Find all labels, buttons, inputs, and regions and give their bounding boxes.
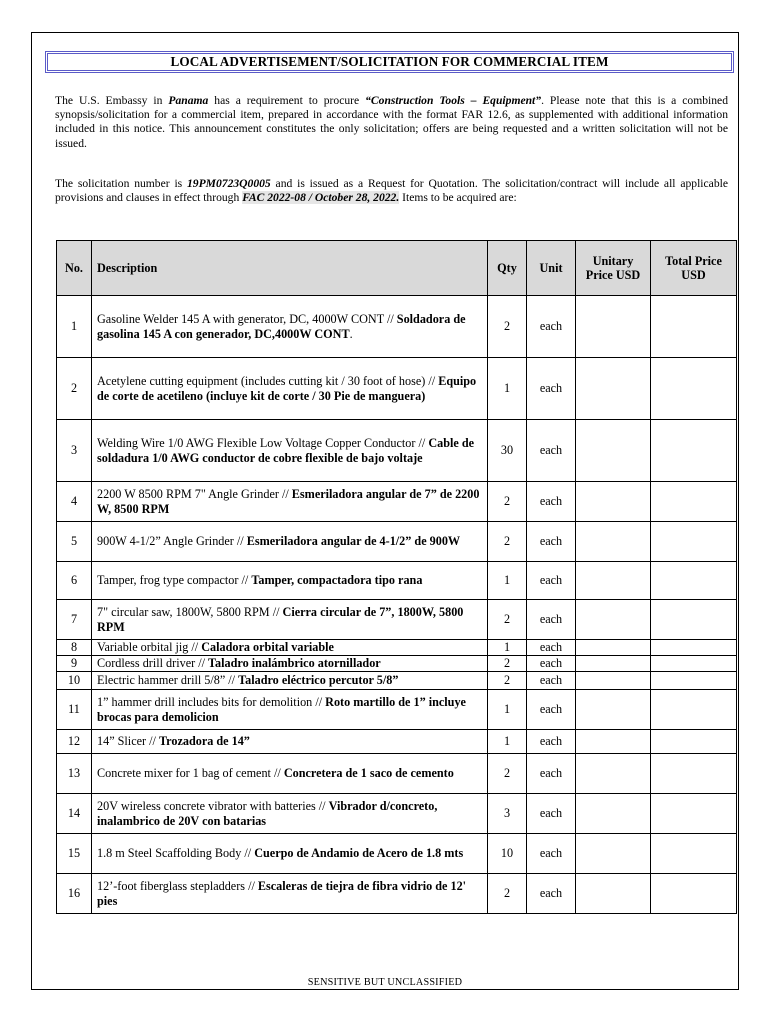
table-row [57,562,737,600]
item-qty: 1 [488,358,527,420]
item-number: 4 [57,482,92,522]
solicitation-text-2: and is issued as a Request for Quotation. The solicitation/contract will include all applicable provisions and clauses in effect through [55,177,728,205]
item-description [92,600,488,640]
header-unit: Unit [527,241,576,296]
item-description-en: 900W 4-1/2” Angle Grinder // [97,534,247,549]
item-number: 12 [57,730,92,754]
item-description [92,672,488,690]
item-qty: 2 [488,656,527,672]
items-table [56,240,737,914]
item-qty: 1 [488,730,527,754]
header-no: No. [57,241,92,296]
header-description: Description [92,241,488,296]
item-description-es: Tamper, compactadora tipo rana [251,573,423,588]
item-unit: each [527,562,576,600]
table-header-row [57,241,737,296]
item-unit: each [527,874,576,914]
item-unitary-price[interactable] [576,834,651,874]
item-description-es: Cuerpo de Andamio de Acero de 1.8 mts [254,846,464,861]
item-description-en: Gasoline Welder 145 A with generator, DC, 4000W CONT // [97,312,397,326]
item-unit: each [527,672,576,690]
item-description-en: Variable orbital jig // [97,640,202,655]
table-row [57,522,737,562]
item-description-es: Escaleras de tiejra de fibra vidrio de 12' pies [97,879,467,908]
item-description [92,794,488,834]
item-description-en: Cordless drill driver // [97,656,209,671]
item-unitary-price[interactable] [576,730,651,754]
item-unit: each [527,730,576,754]
item-number: 3 [57,420,92,482]
item-qty: 30 [488,420,527,482]
item-unitary-price[interactable] [576,420,651,482]
item-unitary-price[interactable] [576,296,651,358]
item-total-price[interactable] [651,296,737,358]
item-unit: each [527,640,576,656]
table-row [57,690,737,730]
item-description [92,874,488,914]
item-unitary-price[interactable] [576,640,651,656]
item-description [92,482,488,522]
classification-footer: SENSITIVE BUT UNCLASSIFIED [307,977,463,988]
item-description [92,296,488,358]
item-number: 13 [57,754,92,794]
item-total-price[interactable] [651,600,737,640]
item-number: 10 [57,672,92,690]
item-qty: 3 [488,794,527,834]
item-description-en: 1.8 m Steel Scaffolding Body // [97,846,255,861]
table-row [57,730,737,754]
intro-text-3: . Please note that this is a combined synopsis/solicitation for a commercial item, prepared in accordance with the format FAR 12.6, as supplemented with additional information included in this notice. This announcement constitutes the only solicitation; offers are being requested and a written solicitation will not be issued. [55,94,729,150]
item-unitary-price[interactable] [576,600,651,640]
item-qty: 2 [488,672,527,690]
item-unitary-price[interactable] [576,522,651,562]
intro-paragraph [55,94,728,151]
item-description-es: Cable de soldadura 1/0 AWG conductor de cobre flexible de bajo voltaje [97,436,475,465]
item-description-en: Electric hammer drill 5/8” // [97,673,239,688]
item-unit: each [527,522,576,562]
item-description-en: 7" circular saw, 1800W, 5800 RPM // [97,605,283,619]
item-number: 9 [57,656,92,672]
item-number: 16 [57,874,92,914]
requirement-name: “Construction Tools – Equipment” [365,94,542,107]
item-total-price[interactable] [651,874,737,914]
item-description [92,640,488,656]
item-total-price[interactable] [651,420,737,482]
item-qty: 1 [488,690,527,730]
item-description-es: Vibrador d/concreto, inalambrico de 20V con batarias [97,799,438,828]
item-unitary-price[interactable] [576,358,651,420]
item-description [92,420,488,482]
table-row [57,834,737,874]
item-description-en: Welding Wire 1/0 AWG Flexible Low Voltage Copper Conductor // [97,436,429,450]
solicitation-paragraph [55,177,728,205]
item-description-es: Trozadora de 14” [158,734,250,749]
table-row [57,656,737,672]
item-total-price[interactable] [651,690,737,730]
item-description-es: Taladro inalámbrico atornillador [208,656,381,671]
item-number: 5 [57,522,92,562]
solicitation-text-1: The solicitation number is [55,177,187,190]
item-description-en: 20V wireless concrete vibrator with batteries // [97,799,329,813]
item-description-en: Tamper, frog type compactor // [97,573,252,588]
item-unit: each [527,754,576,794]
fac-reference: FAC 2022-08 / October 28, 2022. [242,191,400,205]
item-description-es: Esmeriladora angular de 7” de 2200 W, 8500 RPM [97,487,480,516]
item-unit: each [527,690,576,730]
intro-text-2: has a requirement to procure [208,94,366,107]
solicitation-number: 19PM0723Q0005 [187,177,271,190]
item-unit: each [527,358,576,420]
item-unitary-price[interactable] [576,656,651,672]
header-unitary-price: Unitary Price USD [576,241,651,296]
item-qty: 2 [488,600,527,640]
item-description-es: Soldadora de gasolina 145 A con generador, DC,4000W CONT [97,312,466,341]
item-unit: each [527,420,576,482]
table-row [57,672,737,690]
item-description-es: Cierra circular de 7”, 1800W, 5800 RPM [97,605,464,634]
item-unitary-price[interactable] [576,562,651,600]
item-description [92,834,488,874]
item-number: 7 [57,600,92,640]
item-number: 2 [57,358,92,420]
item-qty: 2 [488,754,527,794]
item-description [92,656,488,672]
items-table-body [57,296,737,914]
table-row [57,600,737,640]
item-total-price[interactable] [651,834,737,874]
item-qty: 1 [488,562,527,600]
item-description [92,358,488,420]
item-unitary-price[interactable] [576,794,651,834]
location-name: Panama [168,94,209,107]
item-unit: each [527,482,576,522]
item-total-price[interactable] [651,794,737,834]
item-description-es: Equipo de corte de acetileno (incluye kit de corte / 30 Pie de manguera) [97,374,477,403]
item-description-en: 1” hammer drill includes bits for demolition // [97,695,326,709]
item-unitary-price[interactable] [576,482,651,522]
item-number: 15 [57,834,92,874]
item-unit: each [527,834,576,874]
item-description-en: 12’-foot fiberglass stepladders // [97,879,258,893]
item-description [92,690,488,730]
item-number: 6 [57,562,92,600]
item-total-price[interactable] [651,522,737,562]
table-row [57,358,737,420]
item-description-en: Concrete mixer for 1 bag of cement // [97,766,284,781]
item-description [92,562,488,600]
item-qty: 10 [488,834,527,874]
item-description [92,754,488,794]
item-unit: each [527,296,576,358]
item-number: 14 [57,794,92,834]
item-total-price[interactable] [651,562,737,600]
item-description-tail: . [349,326,353,341]
table-row [57,640,737,656]
item-unitary-price[interactable] [576,874,651,914]
item-qty: 2 [488,482,527,522]
item-qty: 2 [488,296,527,358]
solicitation-text-3: Items to be acquired are: [399,191,517,205]
item-description-en: Acetylene cutting equipment (includes cutting kit / 30 foot of hose) // [97,374,439,388]
item-unitary-price[interactable] [576,690,651,730]
item-number: 11 [57,690,92,730]
item-total-price[interactable] [651,672,737,690]
item-unitary-price[interactable] [576,754,651,794]
item-description-es: Concretera de 1 saco de cemento [283,766,454,781]
item-total-price[interactable] [651,482,737,522]
item-number: 1 [57,296,92,358]
item-description-es: Esmeriladora angular de 4-1/2” de 900W [246,534,461,549]
table-row [57,874,737,914]
item-unit: each [527,794,576,834]
table-row [57,482,737,522]
table-row [57,296,737,358]
item-total-price[interactable] [651,730,737,754]
item-description-es: Roto martillo de 1” incluye brocas para demolicion [97,695,466,724]
table-row [57,420,737,482]
item-description-es: Caladora orbital variable [201,640,334,655]
item-unit: each [527,656,576,672]
table-row [57,754,737,794]
item-unit: each [527,600,576,640]
header-total-price: Total Price USD [651,241,737,296]
item-number: 8 [57,640,92,656]
item-total-price[interactable] [651,358,737,420]
header-qty: Qty [488,241,527,296]
item-total-price[interactable] [651,754,737,794]
document-title: LOCAL ADVERTISEMENT/SOLICITATION FOR COMMERCIAL ITEM [45,51,734,73]
item-total-price[interactable] [651,640,737,656]
intro-text-1: The U.S. Embassy in [55,94,169,107]
item-qty: 2 [488,874,527,914]
item-description [92,522,488,562]
item-description-en: 2200 W 8500 RPM 7" Angle Grinder // [97,487,292,501]
item-total-price[interactable] [651,656,737,672]
item-description-en: 14” Slicer // [97,734,159,749]
item-description-es: Taladro eléctrico percutor 5/8” [238,673,399,688]
item-description [92,730,488,754]
item-qty: 2 [488,522,527,562]
table-row [57,794,737,834]
item-qty: 1 [488,640,527,656]
item-unitary-price[interactable] [576,672,651,690]
